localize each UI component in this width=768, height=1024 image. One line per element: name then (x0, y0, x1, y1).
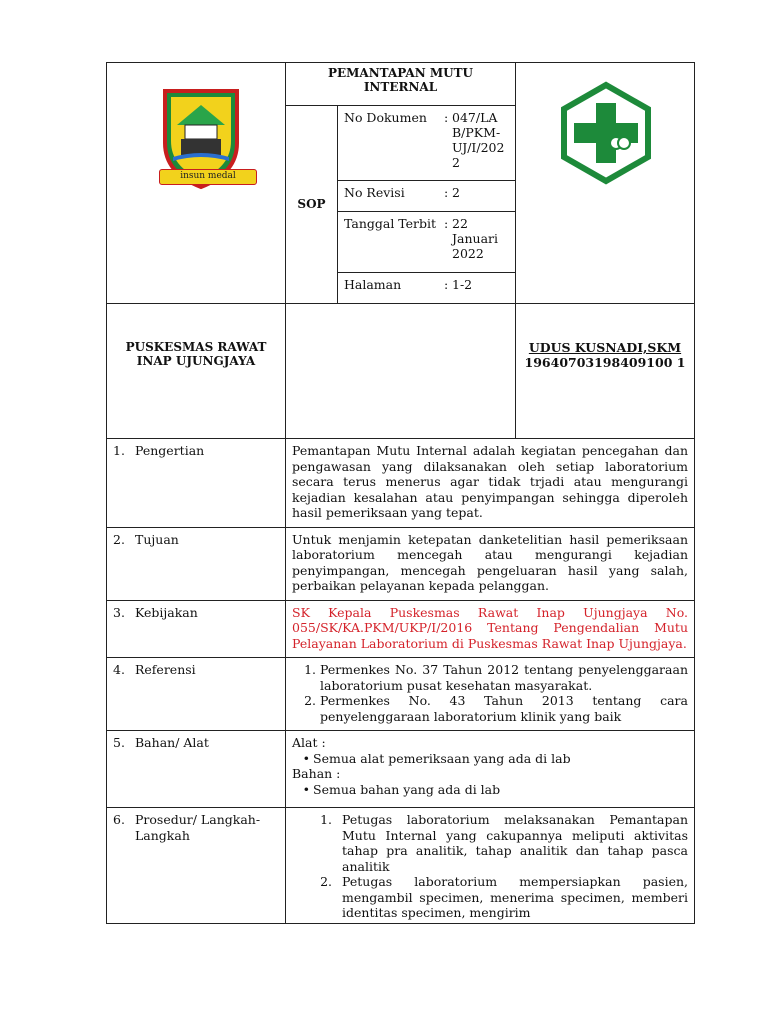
section-number: 5. (113, 735, 125, 750)
list-item: • Semua alat pemeriksaan yang ada di lab (302, 750, 571, 766)
meta-value: 2 (452, 185, 460, 200)
list-item: 1. Petugas laboratorium melaksanakan Pemantapan Mutu Internal yang cakupannya meliputi aktivitas tahap pra analitik, tahap analitik dan tahap pasca analitik (320, 812, 688, 874)
section-content-prosedur (286, 808, 695, 924)
org-name-cell (107, 304, 286, 439)
org-name: PUSKESMAS RAWAT INAP UJUNGJAYA (125, 340, 267, 368)
section-label: Pengertian (135, 443, 205, 458)
section-label-pengertian (107, 439, 286, 528)
signature-space-cell (286, 304, 516, 439)
section-text: SK Kepala Puskesmas Rawat Inap Ujungjaya No. 055/SK/KA.PKM/UKP/I/2016 Tentang Pengendalian Mutu Pelayanan Laboratorium di Puskesmas Rawat Inap Ujungjaya. (292, 604, 688, 651)
logo-banner (159, 169, 257, 185)
section-number: 6. (113, 812, 125, 827)
section-label: Kebijakan (135, 604, 198, 620)
meta-sep: : (444, 277, 449, 292)
meta-sep: : (444, 185, 449, 200)
document-title-cell (286, 63, 516, 106)
section-label: Referensi (135, 662, 196, 677)
section-text: Pemantapan Mutu Internal adalah kegiatan pencegahan dan pengawasan yang dilaksanakan oleh setiap laboratorium secara terus menerus agar tidak trjadi atau mengurangi kejadian kesalahan atau penyimpangan sehingga diperoleh hasil pemeriksaan yang tepat. (292, 443, 688, 520)
meta-row-tanggal-terbit (338, 212, 516, 273)
section-text: Untuk menjamin ketepatan danketelitian hasil pemeriksaan laboratorium mencegah atau mengurangi kejadian penyimpangan, mencegah pengeluaran hasil yang salah, perbaikan pelayanan kepada pelanggan. (292, 531, 688, 593)
document-title: PEMANTAPAN MUTU INTERNAL (327, 66, 474, 94)
section-label: Bahan/ Alat (135, 735, 209, 750)
section-label-kebijakan (107, 600, 286, 658)
list-item: 2. Petugas laboratorium mempersiapkan pasien, mengambil specimen, menerima specimen, memberi identitas specimen, mengirim (320, 874, 688, 920)
sop-label: SOP (297, 196, 326, 211)
meta-label: Tanggal Terbit (344, 216, 437, 231)
section-label-prosedur (107, 808, 286, 924)
section-content-referensi (286, 658, 695, 731)
section-content-tujuan (286, 527, 695, 600)
meta-row-no-revisi (338, 181, 516, 212)
alat-label: Alat : (292, 735, 326, 750)
section-label-bahan-alat (107, 731, 286, 808)
section-label: Prosedur/ Langkah- Langkah (135, 812, 261, 843)
bahan-label: Bahan : (292, 766, 341, 781)
list-item: 2. Permenkes No. 43 Tahun 2013 tentang cara penyelenggaraan laboratorium klinik yang baik (304, 693, 688, 724)
meta-value: 22 Januari 2022 (452, 216, 498, 261)
section-number: 1. (113, 443, 125, 458)
puskesmas-logo (554, 81, 658, 185)
list-item: 1. Permenkes No. 37 Tahun 2012 tentang penyelenggaraan laboratorium pusat kesehatan masyarakat. (304, 662, 688, 693)
sop-document (106, 62, 694, 924)
section-content-bahan-alat (286, 731, 695, 808)
logo-banner-text: insun medal (180, 171, 236, 181)
section-number: 3. (113, 604, 125, 620)
section-label-tujuan (107, 527, 286, 600)
meta-sep: : (444, 110, 449, 125)
signer-name: UDUS KUSNADI,SKM (528, 340, 682, 355)
meta-value: 1-2 (452, 277, 473, 292)
section-label-referensi (107, 658, 286, 731)
regency-logo-cell (107, 63, 286, 304)
section-number: 2. (113, 531, 125, 547)
procedure-list (302, 812, 688, 921)
meta-row-no-dokumen (338, 106, 516, 181)
meta-value: 047/LAB/PKM-UJ/I/2022 (452, 110, 505, 170)
signer-nip: 19640703198409100 1 (524, 355, 686, 370)
meta-label: No Revisi (344, 185, 405, 200)
meta-label: No Dokumen (344, 110, 427, 125)
list-item: • Semua bahan yang ada di lab (302, 781, 501, 797)
meta-row-halaman (338, 273, 516, 304)
sop-label-cell (286, 106, 338, 304)
section-content-kebijakan (286, 600, 695, 658)
section-label: Tujuan (135, 531, 179, 547)
sop-table (106, 62, 695, 924)
reference-list (292, 662, 688, 724)
meta-sep: : (444, 216, 449, 231)
signer-cell (516, 304, 695, 439)
meta-label: Halaman (344, 277, 402, 292)
section-content-pengertian (286, 439, 695, 528)
health-logo-cell (516, 63, 695, 304)
section-number: 4. (113, 662, 125, 677)
